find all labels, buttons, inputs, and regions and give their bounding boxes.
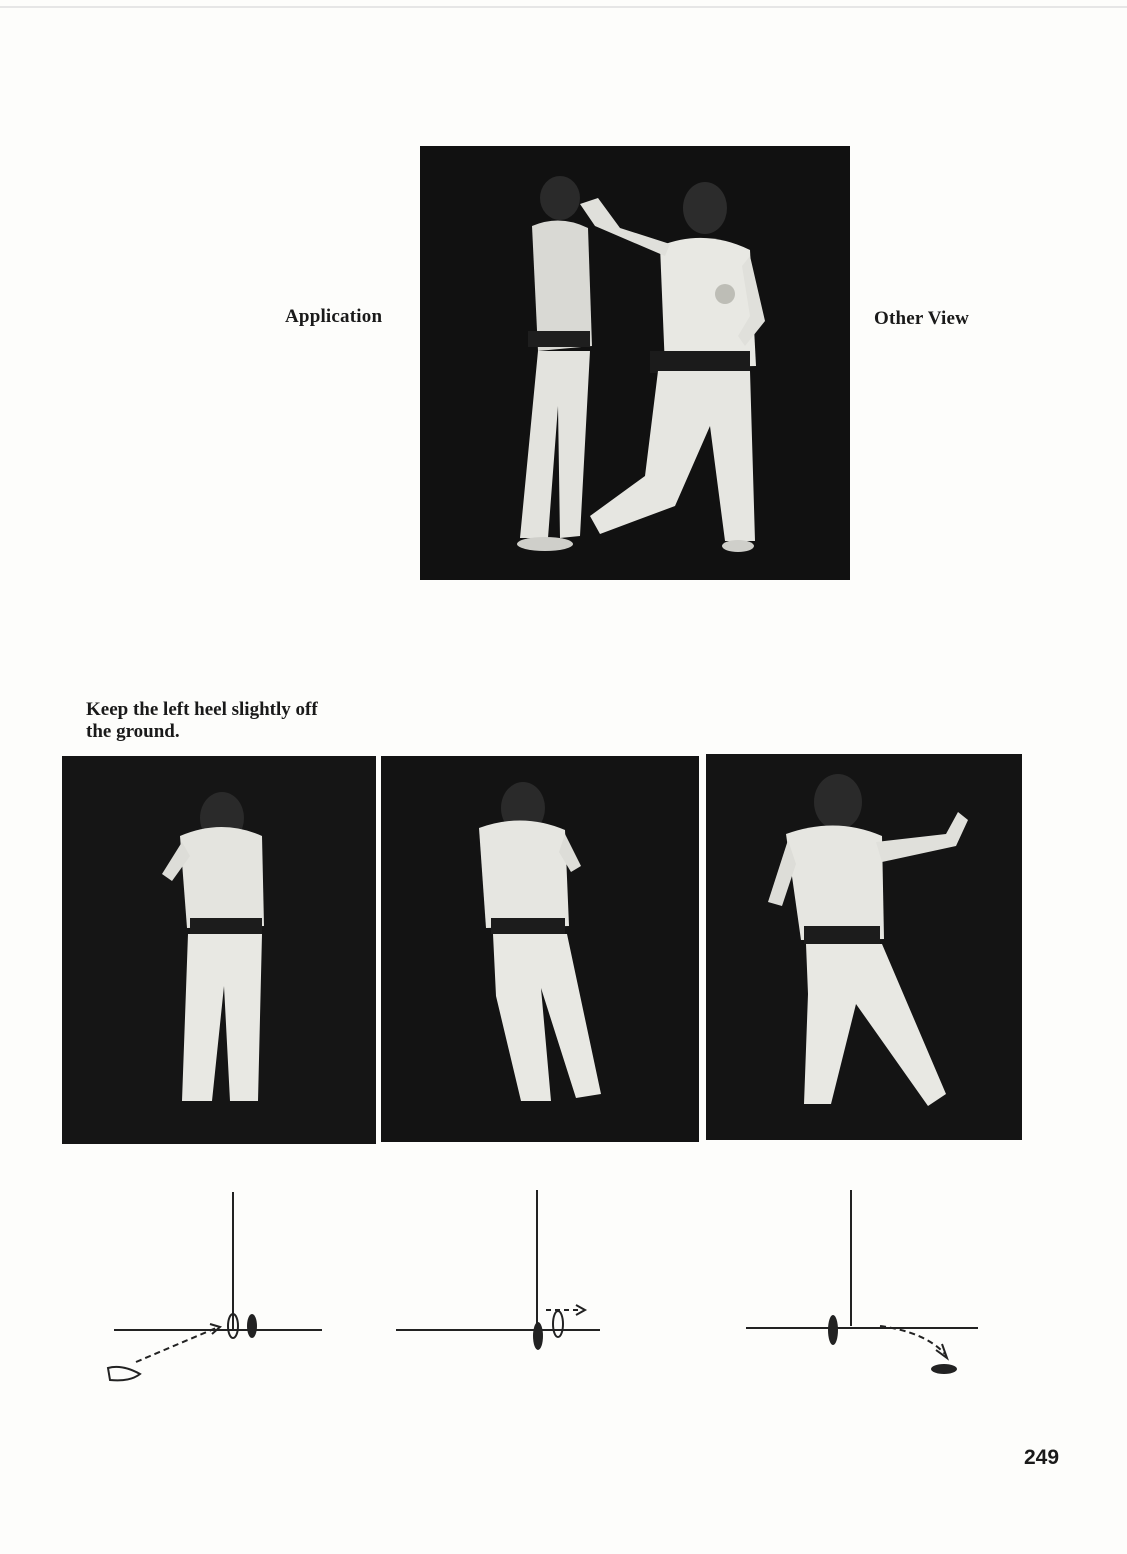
step-3-photo [706,754,1022,1140]
application-photo-figures [420,146,850,580]
step-1-figure [62,756,376,1144]
page-number: 249 [1024,1446,1060,1469]
step-3-figure [706,754,1022,1140]
caption-line-1: Keep the left heel slightly off [86,699,318,720]
foot-diagram-step-2 [390,1186,610,1366]
step-2-figure [381,756,699,1142]
foot-diagram-2-svg [390,1186,610,1366]
page-top-rule [0,6,1127,8]
other-view-label: Other View [874,308,970,329]
foot-diagram-step-1 [100,1186,340,1396]
application-photo [420,146,850,580]
foot-diagram-3-svg [740,1186,990,1386]
foot-diagram-step-3 [740,1186,990,1386]
caption [86,699,386,743]
caption-line-2: the ground. [86,721,180,742]
application-label: Application [285,306,383,327]
step-1-photo [62,756,376,1144]
foot-diagram-1-svg [100,1186,340,1396]
step-2-photo [381,756,699,1142]
